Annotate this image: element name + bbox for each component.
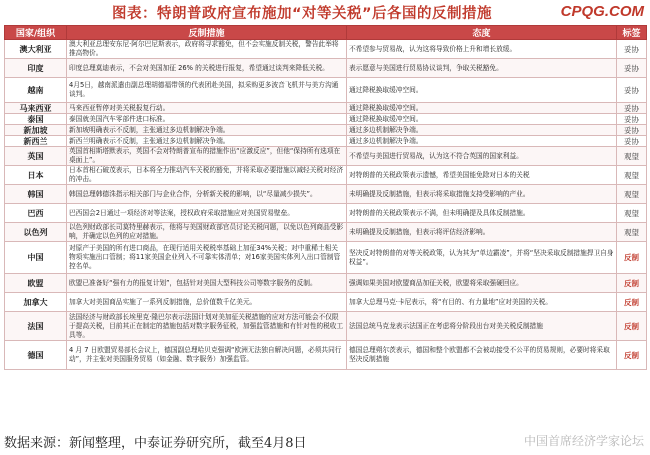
- country-cell: 越南: [5, 78, 67, 103]
- country-cell: 英国: [5, 147, 67, 166]
- country-cell: 印度: [5, 59, 67, 78]
- tag-cell: 反制: [617, 293, 647, 312]
- country-cell: 欧盟: [5, 274, 67, 293]
- header: [0, 0, 650, 24]
- table-row: [5, 312, 647, 341]
- source-note: 数据来源：新闻整理，中泰证券研究所，截至4月8日: [4, 436, 307, 451]
- measure-cell: 澳大利亚总理安东尼·阿尔巴尼斯表示，政府将寻求豁免，但不会实施反制关税，警告此举将推高物价。: [67, 40, 347, 59]
- table-row: [5, 147, 647, 166]
- tag-cell: 妥协: [617, 125, 647, 136]
- tag-cell: 妥协: [617, 59, 647, 78]
- country-cell: 新加坡: [5, 125, 67, 136]
- country-cell: 韩国: [5, 185, 67, 204]
- table-row: [5, 78, 647, 103]
- header-attitude: 态度: [347, 26, 617, 40]
- table-row: [5, 125, 647, 136]
- attitude-cell: 通过降税换取缓冲空间。: [347, 78, 617, 103]
- tag-cell: 妥协: [617, 114, 647, 125]
- measure-cell: 4 月 7 日欧盟贸易部长会议上，德国副总理哈贝克强调“欧洲无法独自解决问题，必须共同行动”，并主张对美国服务贸易（如金融、数字服务）加强监管。: [67, 341, 347, 370]
- measure-cell: 英国首相斯塔默表示，英国不会对特朗普宣布的措施作出“应激反应”，但他“保持所有选项在桌面上”。: [67, 147, 347, 166]
- country-cell: 泰国: [5, 114, 67, 125]
- chart-title: 图表：特朗普政府宣布施加“对等关税”后各国的反制措施: [112, 6, 493, 22]
- measure-cell: 新加坡明确表示不反制，主张通过多边机制解决争端。: [67, 125, 347, 136]
- measure-cell: 马来西亚暂停对美关税报复行动。: [67, 103, 347, 114]
- measure-cell: 以色列财政部长司莫特里赫表示，他将与美国财政部官员讨论关税问题，以免以色列商品受影响，并确定以色列的应对措施。: [67, 223, 347, 242]
- table-row: [5, 103, 647, 114]
- table-row: [5, 114, 647, 125]
- country-cell: 德国: [5, 341, 67, 370]
- measure-cell: 印度总理莫迪表示，不会对美国加征 26% 的关税进行报复，希望通过谈判来降低关税。: [67, 59, 347, 78]
- table-row: [5, 185, 647, 204]
- measure-cell: 巴西国会2日通过一项经济对等法案，授权政府采取措施应对美国贸易壁垒。: [67, 204, 347, 223]
- header-tag: 标签: [617, 26, 647, 40]
- attitude-cell: 法国总统马克龙表示法国正在考虑将分阶段出台对美关税反制措施: [347, 312, 617, 341]
- table-row: [5, 59, 647, 78]
- tag-cell: 反制: [617, 312, 647, 341]
- countermeasures-table: [4, 25, 647, 370]
- measure-cell: 4月5日，越南派遣由副总理胡德福带领的代表团赴美国，拟采购更多波音飞机并与美方沟通谈判。: [67, 78, 347, 103]
- site-logo[interactable]: CPQG.COM: [560, 3, 644, 20]
- measure-cell: 新西兰明确表示不反制，主张通过多边机制解决争端。: [67, 136, 347, 147]
- table-row: [5, 274, 647, 293]
- country-cell: 澳大利亚: [5, 40, 67, 59]
- attitude-cell: 对特朗普的关税政策表示遗憾，希望美国能免除对日本的关税: [347, 166, 617, 185]
- attitude-cell: 未明确提及反制措施，但表示将评估经济影响。: [347, 223, 617, 242]
- table-row: [5, 223, 647, 242]
- measure-cell: 加拿大对美国商品实施了一系列反制措施，总价值数千亿美元。: [67, 293, 347, 312]
- attitude-cell: 对特朗普的关税政策表示不满，但未明确提及具体反制措施。: [347, 204, 617, 223]
- tag-cell: 妥协: [617, 136, 647, 147]
- attitude-cell: 强调如果美国对欧盟商品加征关税，欧盟将采取强硬回应。: [347, 274, 617, 293]
- tag-cell: 反制: [617, 341, 647, 370]
- measure-cell: 对原产于美国的所有进口商品，在现行适用关税税率基础上加征34%关税；对中重稀土相关物项实施出口管制；将11家美国企业列入不可靠实体清单；对16家美国实体列入出口管制管控名单。: [67, 242, 347, 274]
- attitude-cell: 未明确提及反制措施，但表示将采取措施支持受影响的产业。: [347, 185, 617, 204]
- measure-cell: 欧盟已准备好“强有力的报复计划”，包括针对美国大型科技公司等数字服务的反制。: [67, 274, 347, 293]
- tag-cell: 反制: [617, 242, 647, 274]
- header-measure: 反制措施: [67, 26, 347, 40]
- tag-cell: 观望: [617, 223, 647, 242]
- table-row: [5, 204, 647, 223]
- country-cell: 加拿大: [5, 293, 67, 312]
- tag-cell: 观望: [617, 166, 647, 185]
- watermark: 中国首席经济学家论坛: [523, 434, 644, 448]
- tag-cell: 观望: [617, 147, 647, 166]
- table-header-row: [5, 26, 647, 40]
- tag-cell: 反制: [617, 274, 647, 293]
- measure-cell: 泰国就美国汽车零部件进口标准。: [67, 114, 347, 125]
- tag-cell: 妥协: [617, 40, 647, 59]
- country-cell: 以色列: [5, 223, 67, 242]
- table-row: [5, 341, 647, 370]
- attitude-cell: 不希望参与贸易战，认为这将导致价格上升和增长放缓。: [347, 40, 617, 59]
- country-cell: 马来西亚: [5, 103, 67, 114]
- attitude-cell: 不希望与美国进行贸易战，认为这不符合英国的国家利益。: [347, 147, 617, 166]
- attitude-cell: 表示愿意与美国进行贸易协议谈判，争取关税豁免。: [347, 59, 617, 78]
- tag-cell: 妥协: [617, 78, 647, 103]
- attitude-cell: 通过多边机制解决争端。: [347, 136, 617, 147]
- attitude-cell: 加拿大总理马克·卡尼表示，将“有目的、有力量地”应对美国的关税。: [347, 293, 617, 312]
- table-row: [5, 40, 647, 59]
- attitude-cell: 通过降税换取缓冲空间。: [347, 114, 617, 125]
- attitude-cell: 德国总理朔尔茨表示，德国和整个欧盟都不会被动接受不公平的贸易规则，必要时将采取坚决反制措施: [347, 341, 617, 370]
- attitude-cell: 坚决反对特朗普的对等关税政策，认为其为“单边霸凌”，并将“坚决采取反制措施捍卫自身权益”。: [347, 242, 617, 274]
- table-row: [5, 166, 647, 185]
- table-row: [5, 293, 647, 312]
- country-cell: 巴西: [5, 204, 67, 223]
- country-cell: 法国: [5, 312, 67, 341]
- measure-cell: 日本首相石破茂表示，日本将全力推动汽车关税的豁免，并将采取必要措施以减轻关税对经济的冲击。: [67, 166, 347, 185]
- tag-cell: 观望: [617, 204, 647, 223]
- table-row: [5, 242, 647, 274]
- header-country: 国家/组织: [5, 26, 67, 40]
- tag-cell: 观望: [617, 185, 647, 204]
- attitude-cell: 通过降税换取缓冲空间。: [347, 103, 617, 114]
- country-cell: 中国: [5, 242, 67, 274]
- table-body: [5, 40, 647, 370]
- table-row: [5, 136, 647, 147]
- tag-cell: 妥协: [617, 103, 647, 114]
- measure-cell: 法国经济与财政部长埃里克·隆巴尔表示法国计划对美加征关税措施的应对方法可能会不仅限于提高关税，目前其正在制定的措施包括对数字服务征税，加强监管措施和有针对性的税收工具等。: [67, 312, 347, 341]
- country-cell: 日本: [5, 166, 67, 185]
- attitude-cell: 通过多边机制解决争端。: [347, 125, 617, 136]
- country-cell: 新西兰: [5, 136, 67, 147]
- measure-cell: 韩国总理韩德洙指示相关部门与企业合作，分析新关税的影响，以“尽量减少损失”。: [67, 185, 347, 204]
